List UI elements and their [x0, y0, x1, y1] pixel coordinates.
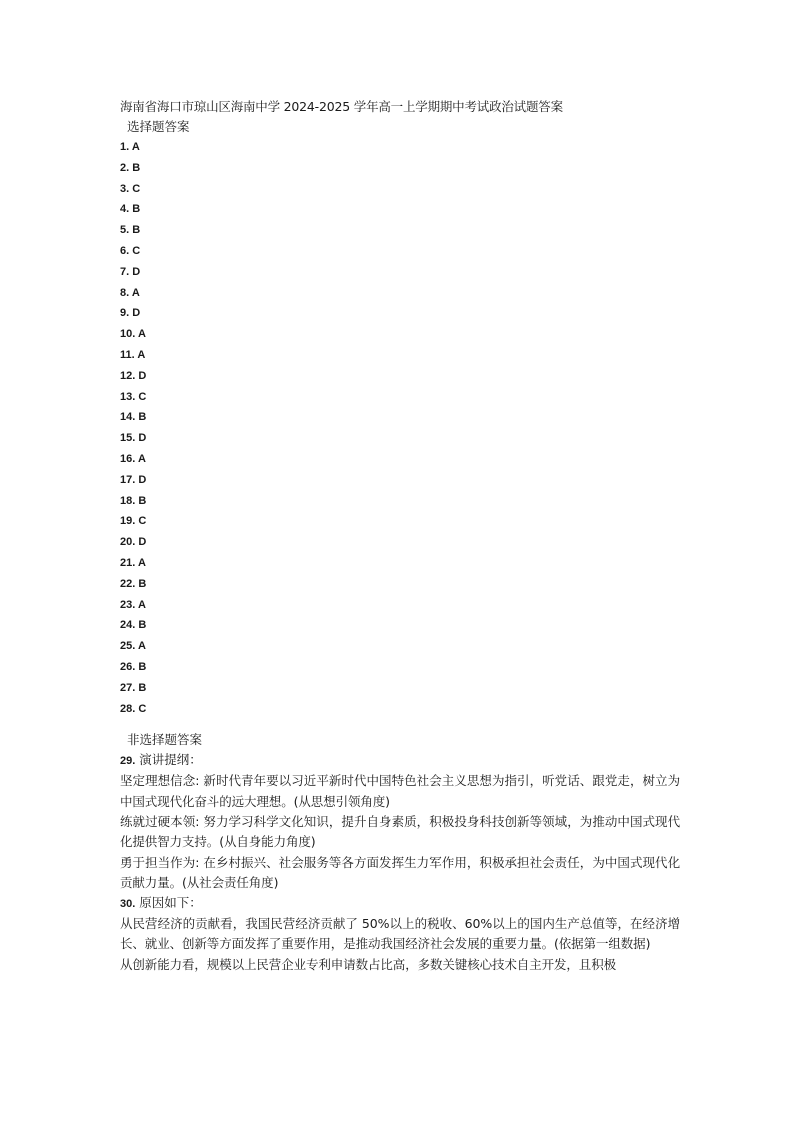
answer-item: 28. C [120, 702, 147, 715]
answer-item: 7. D [120, 265, 141, 278]
choice-answer-list [120, 137, 680, 719]
answer-item: 23. A [120, 598, 146, 611]
question-30-paragraph: 从民营经济的贡献看，我国民营经济贡献了 50%以上的税收、60%以上的国内生产总值等，在经济增长、就业、创新等方面发挥了重要作用，是推动我国经济社会发展的重要力量。(依据第一组数据) [120, 916, 680, 952]
answer-item: 18. B [120, 494, 147, 507]
answer-item: 15. D [120, 432, 147, 445]
question-29-paragraph: 勇于担当作为: 在乡村振兴、社会服务等各方面发挥生力军作用，积极承担社会责任，为中国式现代化贡献力量。(从社会责任角度) [120, 854, 680, 890]
answer-item: 22. B [120, 577, 147, 590]
answer-item: 9. D [120, 307, 141, 320]
document-title: 海南省海口市琼山区海南中学 2024-2025 学年高一上学期期中考试政治试题答案 [120, 99, 563, 114]
spacer [120, 719, 680, 730]
question-29-number: 29. [120, 755, 136, 768]
answer-item: 5. B [120, 224, 141, 237]
answer-item: 21. A [120, 556, 146, 569]
question-29-paragraph: 坚定理想信念: 新时代青年要以习近平新时代中国特色社会主义思想为指引，听党话、跟党走，树立为中国式现代化奋斗的远大理想。(从思想引领角度) [120, 773, 680, 809]
answer-item: 3. C [120, 182, 141, 195]
question-30-paragraph: 从创新能力看，规模以上民营企业专利申请数占比高，多数关键核心技术自主开发，且积极 [120, 956, 617, 972]
answer-item: 11. A [120, 348, 146, 361]
answer-item: 25. A [120, 640, 146, 653]
answer-item: 10. A [120, 328, 146, 341]
question-29-paragraph: 练就过硬本领: 努力学习科学文化知识，提升自身素质，积极投身科技创新等领域，为推动中国式现代化提供智力支持。(从自身能力角度) [120, 813, 680, 850]
question-30-heading [120, 893, 680, 914]
answer-item: 14. B [120, 411, 147, 424]
document-page [120, 97, 680, 975]
answer-item: 17. D [120, 473, 147, 486]
answer-item: 16. A [120, 452, 146, 465]
answer-item: 8. A [120, 286, 140, 299]
question-30-heading-text: 原因如下： [139, 895, 202, 911]
answer-item: 20. D [120, 536, 147, 549]
choice-section-title: 选择题答案 [127, 119, 190, 134]
question-29-heading [120, 750, 680, 771]
answer-item: 6. C [120, 244, 141, 257]
answer-item: 24. B [120, 619, 147, 632]
answer-item: 4. B [120, 203, 141, 216]
question-29-heading-text: 演讲提纲： [139, 752, 202, 768]
answer-item: 19. C [120, 515, 147, 528]
answer-item: 26. B [120, 660, 147, 673]
question-30-number: 30. [120, 898, 136, 911]
answer-item: 2. B [120, 161, 141, 174]
answer-item: 12. D [120, 369, 147, 382]
answer-item: 13. C [120, 390, 147, 403]
non-choice-section-title: 非选择题答案 [127, 732, 203, 748]
answer-item: 27. B [120, 681, 147, 694]
answer-item: 1. A [120, 141, 140, 153]
